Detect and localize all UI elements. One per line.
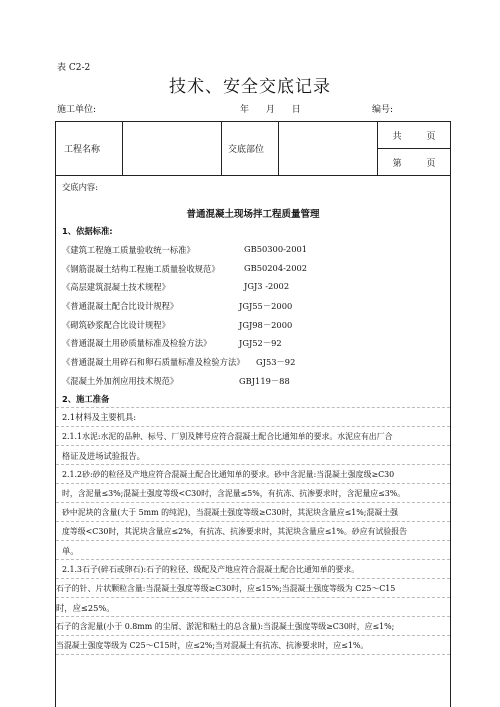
- paragraph-line: 2.1.3石子(碎石或卵石):石子的粒径、级配及产地应符合混凝土配合比通知单的要求。: [62, 565, 360, 574]
- part-value: [279, 122, 378, 176]
- document-title: 普通混凝土现场拌工程质量管理: [186, 209, 320, 220]
- divider: [56, 483, 450, 484]
- divider: [56, 407, 450, 408]
- reference-name: 《普通混凝土配合比设计规程》: [62, 301, 179, 311]
- content-area: [55, 175, 451, 707]
- reference-name: 《高层建筑混凝土技术规程》: [62, 282, 170, 292]
- paragraph-line: 时，含泥量≤3%;混凝土强度等级<C30时，含泥量≤5%，有抗冻、抗渗要求时，含泥量应≤3%。: [62, 489, 406, 498]
- divider: [56, 578, 450, 579]
- section-1-heading: 1、依据标准:: [62, 226, 113, 236]
- reference-name: 《砌筑砂浆配合比设计规程》: [62, 320, 170, 330]
- page-number-cell: 第 页: [378, 149, 451, 176]
- construction-unit-label: 施工单位:: [57, 105, 97, 115]
- reference-code: GBJ119－88: [239, 376, 290, 386]
- number-label: 编号:: [372, 105, 394, 115]
- divider: [56, 616, 450, 617]
- reference-code: JGJ98－2000: [239, 320, 293, 330]
- divider: [56, 635, 450, 636]
- form-number: 表 C2-2: [57, 63, 91, 73]
- page-title: 技术、安全交底记录: [169, 77, 331, 97]
- divider: [56, 521, 450, 522]
- part-label: 交底部位: [222, 122, 279, 176]
- reference-name: 《建筑工程施工质量验收统一标准》: [62, 245, 195, 255]
- reference-name: 《普通混凝土用碎石和卵石质量标准及检验方法》: [62, 357, 245, 367]
- total-pages-cell: 共 页: [378, 122, 451, 149]
- paragraph-line: 砂中泥块的含量(大于 5mm 的纯泥)，当混凝土强度等级≥C30时，其泥块含量应≤1%;混凝土强: [62, 508, 399, 517]
- paragraph-line: 石子的含泥量(小于 0.8mm 的尘屑、淤泥和粘土的总含量):当混凝土强度等级≥C30时，应≤1%;: [56, 622, 395, 631]
- paragraph-line: 2.1.2砂:砂的粒径及产地应符合混凝土配合比通知单的要求。砂中含泥量:当混凝土强度级≥C30: [62, 470, 395, 479]
- paragraph-line: 石子的针、片状颗粒含量:当混凝土强度等级≥C30时，应≤15%;当混凝土强度等级为 C25～C15: [56, 584, 396, 593]
- reference-name: 《混凝土外加剂应用技术规范》: [62, 376, 179, 386]
- reference-code: JGJ52－92: [239, 338, 282, 348]
- reference-code: JGJ55－2000: [239, 301, 293, 311]
- section-2-heading: 2、施工准备: [62, 394, 110, 404]
- date-label: 年 月 日: [240, 105, 301, 115]
- divider: [56, 559, 450, 560]
- divider: [56, 654, 450, 655]
- paragraph-line: 单。: [62, 546, 79, 556]
- divider: [56, 445, 450, 446]
- divider: [56, 502, 450, 503]
- paragraph-line: 时，应≤25%。: [56, 603, 115, 613]
- divider: [56, 597, 450, 598]
- reference-name: 《钢筋混凝土结构工程施工质量验收规范》: [62, 264, 220, 274]
- paragraph-line: 度等级<C30时，其泥块含量应≤2%，有抗冻、抗渗要求时，其泥块含量应≤1%。砂应有试验报告: [62, 527, 408, 536]
- header-table: [55, 121, 451, 176]
- paragraph-line: 当混凝土强度等级为 C25～C15时，应≤2%;当对混凝土有抗冻、抗渗要求时，应≤1%。: [56, 641, 369, 650]
- reference-code: GJ53－92: [256, 357, 296, 367]
- reference-code: GB50300-2001: [244, 244, 308, 254]
- content-label: 交底内容:: [62, 182, 98, 192]
- reference-code: GB50204-2002: [244, 263, 308, 273]
- paragraph-line: 2.1.1水泥:水泥的品种、标号、厂别及牌号应符合混凝土配合比通知单的要求。水泥应有出厂合: [62, 432, 393, 441]
- project-name-value: [123, 122, 222, 176]
- reference-code: JGJ3 -2002: [244, 281, 290, 291]
- divider: [56, 464, 450, 465]
- project-name-label: 工程名称: [56, 122, 123, 176]
- paragraph-line: 2.1材料及主要机具:: [62, 412, 137, 422]
- paragraph-line: 格证及进场试验报告。: [62, 451, 145, 461]
- reference-name: 《普通混凝土用砂质量标准及检验方法》: [62, 338, 212, 348]
- divider: [56, 540, 450, 541]
- divider: [56, 426, 450, 427]
